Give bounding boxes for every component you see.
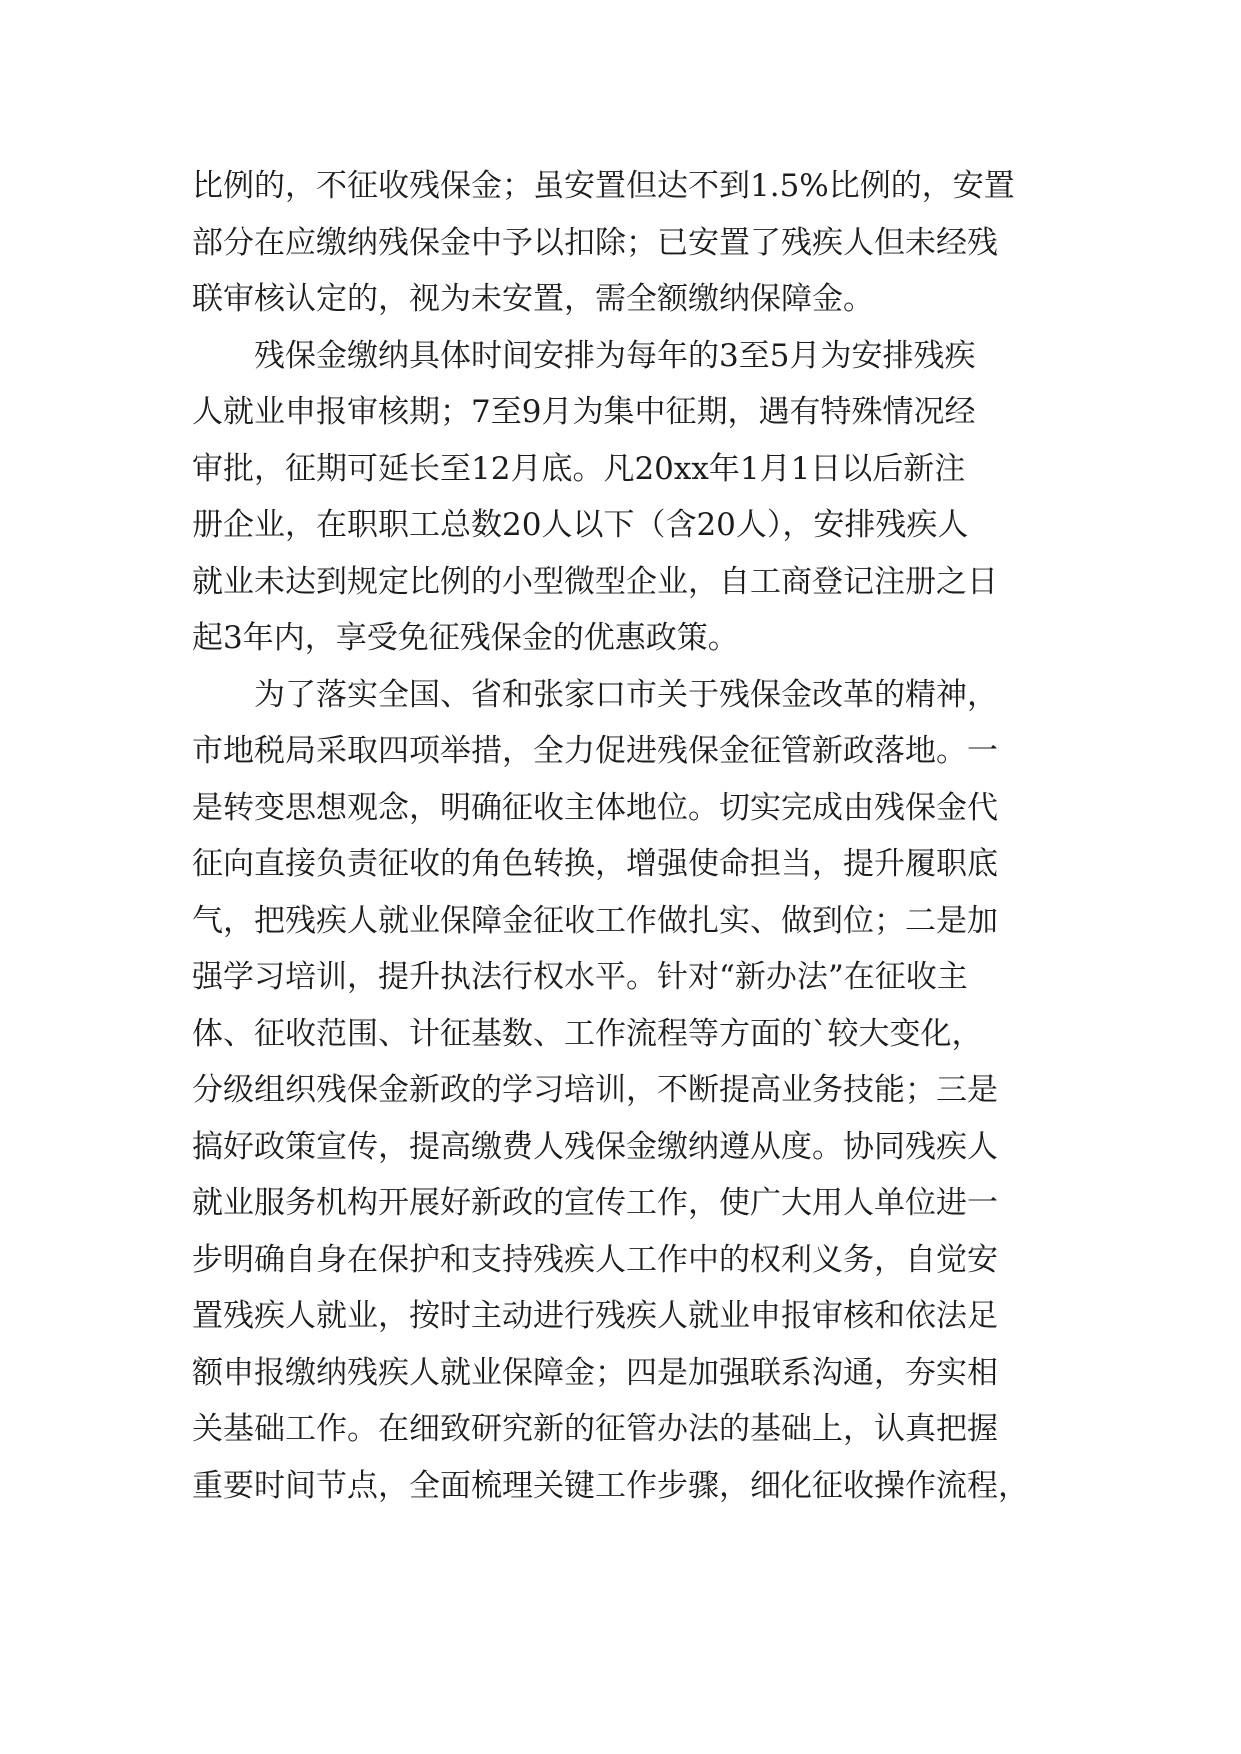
text-line: 就业服务机构开展好新政的宣传工作，使广大用人单位进一	[192, 1185, 998, 1221]
text-line: 强学习培训，提升执法行权水平。针对“新办法”在征收主	[192, 959, 968, 995]
text-line: 步明确自身在保护和支持残疾人工作中的权利义务，自觉安	[192, 1241, 998, 1278]
text-line: 联审核认定的，视为未安置，需全额缴纳保障金。	[192, 281, 874, 317]
text-line: 残保金缴纳具体时间安排为每年的3至5月为安排残疾	[192, 337, 976, 374]
text-line: 气，把残疾人就业保障金征收工作做扎实、做到位；二是加	[192, 902, 998, 939]
text-line: 就业未达到规定比例的小型微型企业，自工商登记注册之日	[192, 563, 998, 600]
text-line: 体、征收范围、计征基数、工作流程等方面的`较大变化，	[192, 1015, 983, 1052]
text-line: 人就业申报审核期；7至9月为集中征期，遇有特殊情况经	[192, 394, 976, 430]
text-line: 比例的，不征收残保金；虽安置但达不到1.5%比例的，安置	[192, 168, 1015, 204]
text-line: 册企业，在职职工总数20人以下（含20人），安排残疾人	[192, 507, 969, 543]
text-line: 征向直接负责征收的角色转换，增强使命担当，提升履职底	[192, 846, 998, 882]
text-line: 是转变思想观念，明确征收主体地位。切实完成由残保金代	[192, 789, 998, 826]
body-text	[192, 158, 1072, 1514]
text-line: 关基础工作。在细致研究新的征管办法的基础上，认真把握	[192, 1411, 998, 1447]
text-line: 市地税局采取四项举措，全力促进残保金征管新政落地。一	[192, 733, 998, 769]
text-line: 搞好政策宣传，提高缴费人残保金缴纳遵从度。协同残疾人	[192, 1128, 998, 1165]
text-line: 起3年内，享受免征残保金的优惠政策。	[192, 620, 739, 656]
text-line: 部分在应缴纳残保金中予以扣除；已安置了残疾人但未经残	[192, 224, 998, 261]
text-line: 额申报缴纳残疾人就业保障金；四是加强联系沟通，夯实相	[192, 1354, 998, 1391]
text-line: 审批，征期可延长至12月底。凡20xx年1月1日以后新注	[192, 450, 966, 487]
text-line: 为了落实全国、省和张家口市关于残保金改革的精神，	[192, 676, 998, 713]
text-line: 置残疾人就业，按时主动进行残疾人就业申报审核和依法足	[192, 1298, 998, 1334]
text-line: 分级组织残保金新政的学习培训，不断提高业务技能；三是	[192, 1072, 998, 1108]
text-line: 重要时间节点，全面梳理关键工作步骤，细化征收操作流程，	[192, 1467, 1029, 1504]
